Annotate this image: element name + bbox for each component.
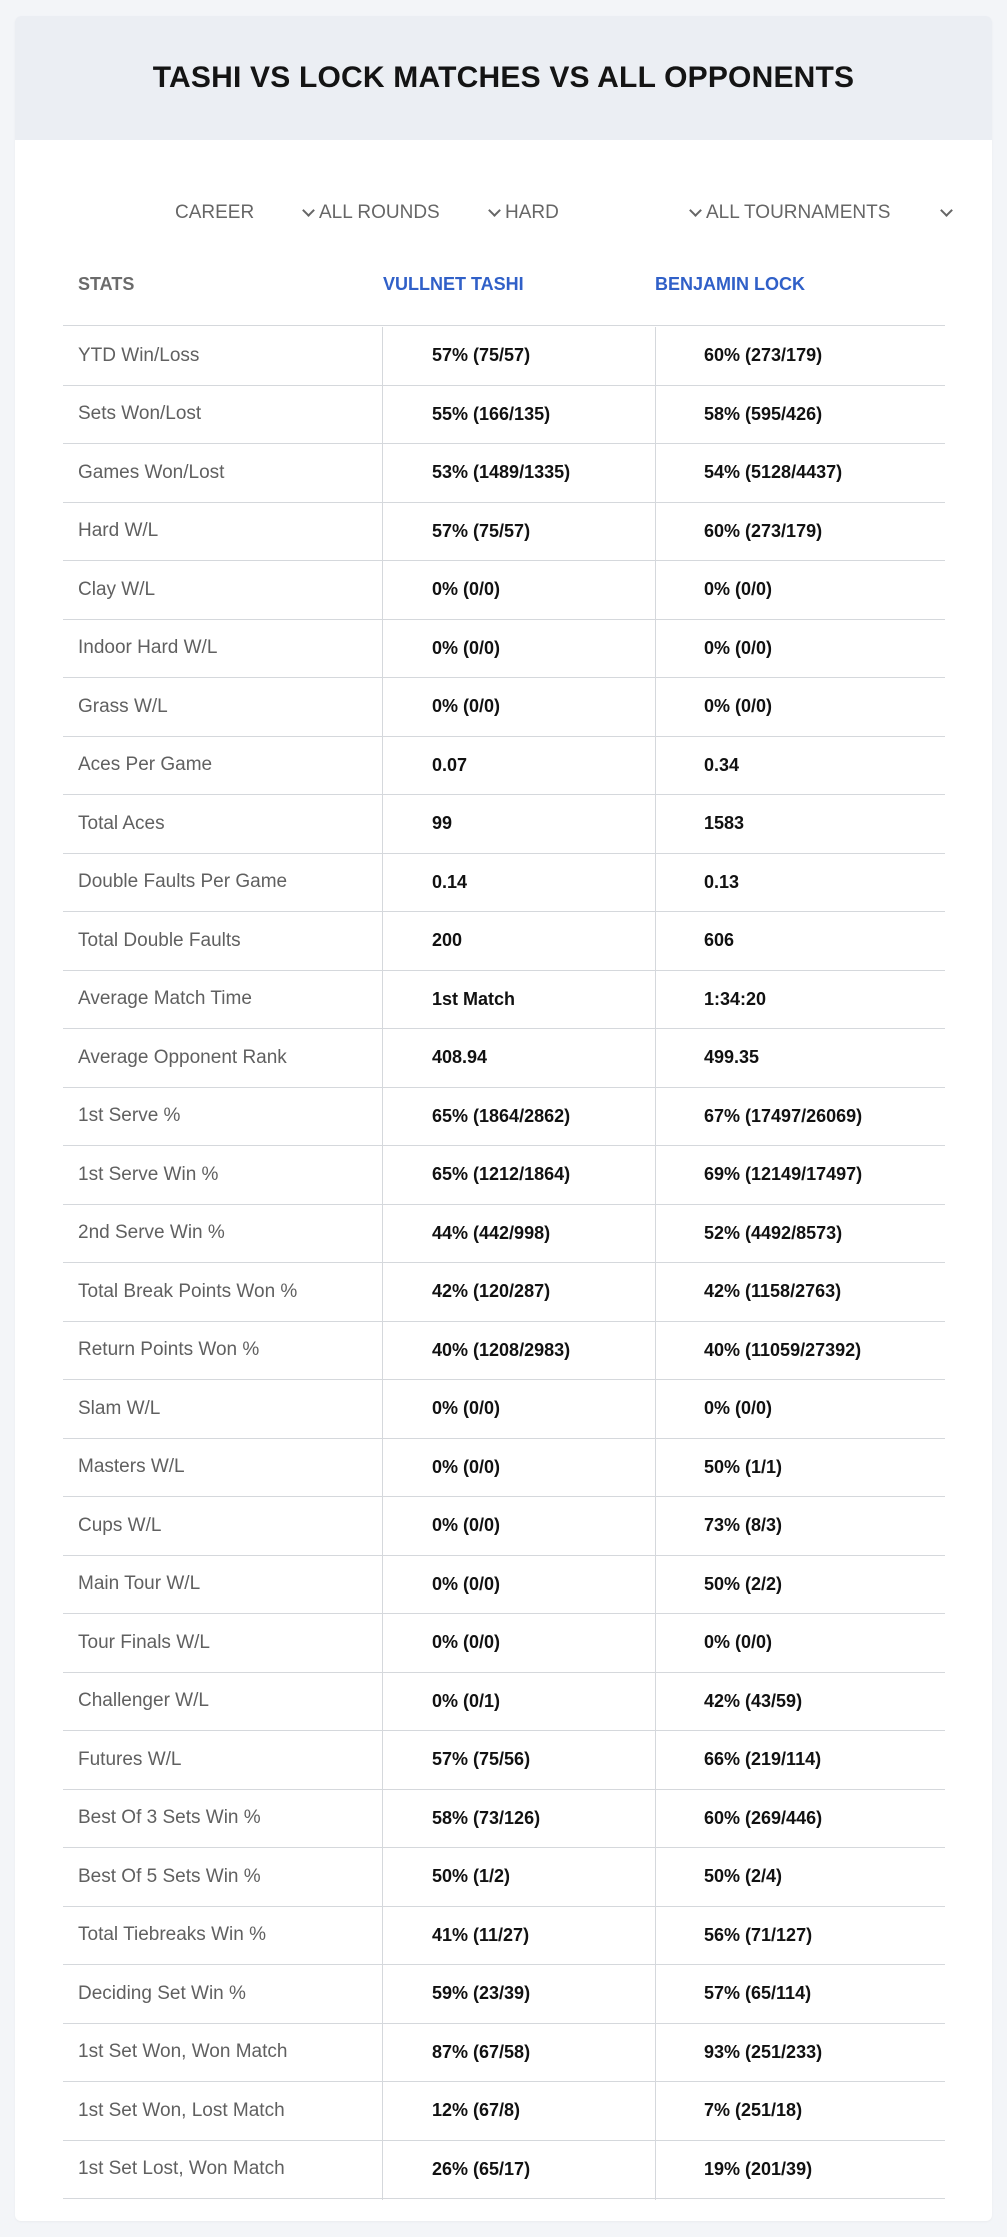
- stats-card: [15, 16, 992, 2221]
- table-row: [63, 1614, 945, 1673]
- player1-value: 408.94: [432, 1047, 488, 1068]
- table-row: [63, 737, 945, 796]
- player1-value: 65% (1864/2862): [432, 1105, 571, 1126]
- stat-label: Aces Per Game: [78, 754, 213, 776]
- stat-label: Best Of 3 Sets Win %: [78, 1807, 261, 1829]
- player1-value: 0.14: [432, 871, 468, 892]
- player1-value: 53% (1489/1335): [432, 462, 571, 483]
- player2-value: 67% (17497/26069): [704, 1105, 863, 1126]
- player2-value: 0% (0/0): [704, 696, 773, 717]
- player1-value: 0% (0/0): [432, 1456, 501, 1477]
- player2-value: 606: [704, 930, 735, 951]
- player1-value: 0% (0/0): [432, 1632, 501, 1653]
- stat-label: Sets Won/Lost: [78, 403, 202, 425]
- table-row: [63, 1263, 945, 1322]
- table-row: [63, 1965, 945, 2024]
- table-row: [63, 386, 945, 445]
- stat-label: YTD Win/Loss: [78, 344, 200, 366]
- player2-value: 50% (2/2): [704, 1573, 783, 1594]
- rounds-select[interactable]: [319, 188, 499, 238]
- table-row: [63, 2141, 945, 2200]
- stat-label: Slam W/L: [78, 1397, 161, 1419]
- player2-value: 0.13: [704, 871, 740, 892]
- table-row: [63, 1848, 945, 1907]
- player1-value: 40% (1208/2983): [432, 1339, 571, 1360]
- stat-label: 1st Serve %: [78, 1105, 181, 1127]
- table-row: [63, 1380, 945, 1439]
- player2-value: 50% (1/1): [704, 1456, 783, 1477]
- table-row: [63, 912, 945, 971]
- player2-value: 0% (0/0): [704, 637, 773, 658]
- stat-label: Challenger W/L: [78, 1690, 209, 1712]
- player1-value: 65% (1212/1864): [432, 1164, 571, 1185]
- stat-label: Total Tiebreaks Win %: [78, 1924, 266, 1946]
- player2-link[interactable]: BENJAMIN LOCK: [655, 273, 806, 294]
- player2-value: 0.34: [704, 754, 740, 775]
- filter-bar: [15, 188, 992, 238]
- player1-link[interactable]: VULLNET TASHI: [383, 273, 524, 294]
- player2-value: 1:34:20: [704, 988, 767, 1009]
- table-row: [63, 620, 945, 679]
- player2-value: 1583: [704, 813, 745, 834]
- table-row: [63, 327, 945, 386]
- player2-value: 499.35: [704, 1047, 760, 1068]
- table-row: [63, 2082, 945, 2141]
- page-header: [15, 16, 992, 140]
- chevron-down-icon: [302, 204, 315, 217]
- player2-value: 93% (251/233): [704, 2041, 823, 2062]
- stat-label: Average Opponent Rank: [78, 1046, 287, 1068]
- table-row: [63, 444, 945, 503]
- player1-value: 42% (120/287): [432, 1281, 551, 1302]
- stat-label: 1st Set Lost, Won Match: [78, 2158, 285, 2180]
- table-row: [63, 1790, 945, 1849]
- surface-select[interactable]: [505, 188, 700, 238]
- table-row: [63, 1088, 945, 1147]
- player1-value: 26% (65/17): [432, 2158, 531, 2179]
- player1-value: 12% (67/8): [432, 2100, 521, 2121]
- table-row: [63, 678, 945, 737]
- player2-value: 60% (269/446): [704, 1807, 823, 1828]
- player1-value: 57% (75/56): [432, 1749, 531, 1770]
- player2-value: 54% (5128/4437): [704, 462, 843, 483]
- table-row: [63, 854, 945, 913]
- player2-value: 7% (251/18): [704, 2100, 803, 2121]
- player1-value: 0% (0/1): [432, 1690, 501, 1711]
- player2-value: 42% (43/59): [704, 1690, 803, 1711]
- stat-label: Futures W/L: [78, 1748, 182, 1770]
- stat-label: Best Of 5 Sets Win %: [78, 1865, 261, 1887]
- player1-value: 41% (11/27): [432, 1924, 530, 1945]
- period-select-value: CAREER: [175, 202, 255, 223]
- table-row: [63, 1731, 945, 1790]
- player1-value: 0% (0/0): [432, 1515, 501, 1536]
- player2-value: 0% (0/0): [704, 1632, 773, 1653]
- player1-value: 55% (166/135): [432, 403, 551, 424]
- chevron-down-icon: [488, 204, 501, 217]
- stat-label: Double Faults Per Game: [78, 871, 288, 893]
- player1-value: 0% (0/0): [432, 1573, 501, 1594]
- stat-label: Indoor Hard W/L: [78, 637, 218, 659]
- table-header: [63, 250, 945, 326]
- player1-value: 0% (0/0): [432, 696, 501, 717]
- stat-label: Grass W/L: [78, 695, 168, 717]
- table-row: [63, 1205, 945, 1264]
- player2-value: 73% (8/3): [704, 1515, 783, 1536]
- surface-select-value: HARD: [505, 202, 559, 223]
- stats-column-header: STATS: [78, 273, 135, 294]
- player2-value: 40% (11059/27392): [704, 1339, 862, 1360]
- table-row: [63, 1146, 945, 1205]
- player2-value: 0% (0/0): [704, 579, 773, 600]
- player2-value: 58% (595/426): [704, 403, 823, 424]
- table-row: [63, 2024, 945, 2083]
- stat-label: Main Tour W/L: [78, 1573, 201, 1595]
- stats-table-body: [63, 327, 945, 2199]
- player1-value: 200: [432, 930, 463, 951]
- player1-value: 57% (75/57): [432, 520, 531, 541]
- player2-value: 50% (2/4): [704, 1866, 783, 1887]
- stat-label: 1st Serve Win %: [78, 1163, 219, 1185]
- period-select[interactable]: [175, 188, 313, 238]
- stat-label: Tour Finals W/L: [78, 1631, 210, 1653]
- chevron-down-icon: [940, 204, 953, 217]
- player2-value: 42% (1158/2763): [704, 1281, 842, 1302]
- stat-label: Return Points Won %: [78, 1339, 260, 1361]
- stat-label: Average Match Time: [78, 988, 252, 1010]
- player1-value: 57% (75/57): [432, 345, 531, 366]
- table-row: [63, 1556, 945, 1615]
- player1-value: 1st Match: [432, 988, 516, 1009]
- tournaments-select-value: ALL TOURNAMENTS: [706, 202, 891, 223]
- player2-value: 52% (4492/8573): [704, 1222, 843, 1243]
- table-row: [63, 1673, 945, 1732]
- tournaments-select[interactable]: [706, 188, 951, 238]
- stat-label: Games Won/Lost: [78, 461, 225, 483]
- stat-label: Clay W/L: [78, 578, 156, 600]
- stat-label: Total Aces: [78, 812, 165, 834]
- player1-value: 44% (442/998): [432, 1222, 551, 1243]
- stat-label: 2nd Serve Win %: [78, 1222, 225, 1244]
- table-row: [63, 1439, 945, 1498]
- player1-value: 0% (0/0): [432, 1398, 501, 1419]
- chevron-down-icon: [689, 204, 702, 217]
- player2-value: 60% (273/179): [704, 520, 823, 541]
- rounds-select-value: ALL ROUNDS: [319, 202, 440, 223]
- player2-value: 60% (273/179): [704, 345, 823, 366]
- player1-value: 0.07: [432, 754, 468, 775]
- table-row: [63, 1029, 945, 1088]
- stat-label: Total Double Faults: [78, 929, 241, 951]
- stat-label: Cups W/L: [78, 1514, 162, 1536]
- stat-label: Hard W/L: [78, 520, 159, 542]
- player2-value: 57% (65/114): [704, 1983, 812, 2004]
- stat-label: Masters W/L: [78, 1456, 185, 1478]
- player1-value: 58% (73/126): [432, 1807, 541, 1828]
- table-row: [63, 1497, 945, 1556]
- table-row: [63, 503, 945, 562]
- stat-label: 1st Set Won, Won Match: [78, 2041, 288, 2063]
- stat-label: Deciding Set Win %: [78, 1982, 246, 2004]
- player2-value: 56% (71/127): [704, 1924, 813, 1945]
- table-row: [63, 971, 945, 1030]
- player1-value: 0% (0/0): [432, 579, 501, 600]
- player1-value: 50% (1/2): [432, 1866, 511, 1887]
- player1-value: 0% (0/0): [432, 637, 501, 658]
- table-row: [63, 795, 945, 854]
- stat-label: Total Break Points Won %: [78, 1280, 298, 1302]
- player1-value: 87% (67/58): [432, 2041, 531, 2062]
- player2-value: 66% (219/114): [704, 1749, 822, 1770]
- player2-value: 0% (0/0): [704, 1398, 773, 1419]
- player1-value: 59% (23/39): [432, 1983, 531, 2004]
- player1-value: 99: [432, 813, 453, 834]
- table-row: [63, 561, 945, 620]
- table-row: [63, 1907, 945, 1966]
- page-title: TASHI VS LOCK MATCHES VS ALL OPPONENTS: [152, 61, 855, 94]
- player2-value: 69% (12149/17497): [704, 1164, 863, 1185]
- stat-label: 1st Set Won, Lost Match: [78, 2099, 285, 2121]
- player2-value: 19% (201/39): [704, 2158, 813, 2179]
- table-row: [63, 1322, 945, 1381]
